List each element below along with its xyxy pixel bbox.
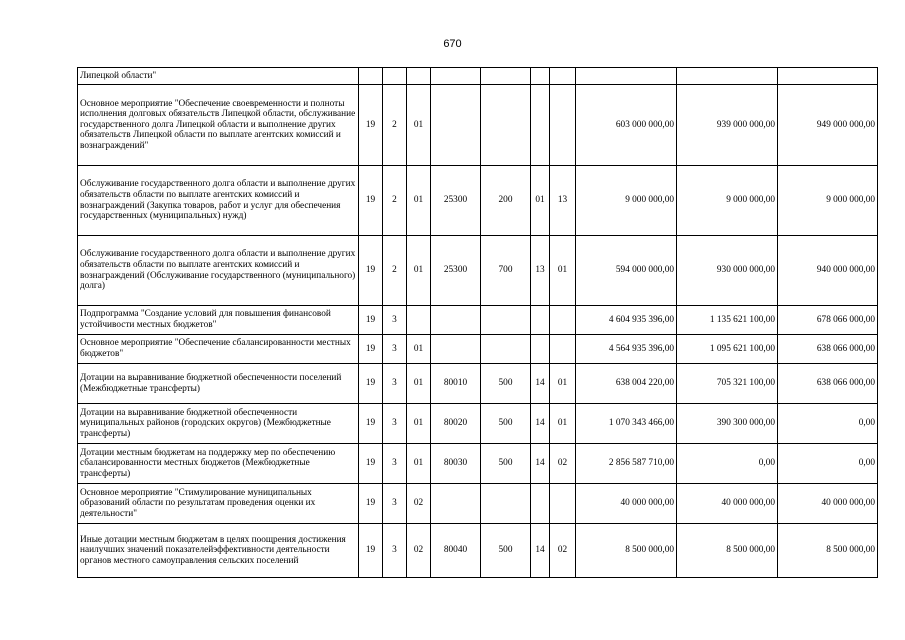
table-row [78,306,878,335]
item-name-cell: Дотации на выравнивание бюджетной обеспеченности муниципальных районов (городских округов) (Межбюджетные трансферты) [78,404,359,444]
direction-code-cell [431,85,481,166]
activity-code-cell: 01 [407,335,431,364]
admin-code-cell [359,68,383,85]
activity-code-cell: 01 [407,166,431,236]
admin-code-cell: 19 [359,306,383,335]
item-name-cell: Обслуживание государственного долга области и выполнение других обязательств области по выплате агентских комиссий и вознаграждений (Закупка товаров, работ и услуг для обеспечения государственных (муниципальных) нужд) [78,166,359,236]
amount-year1-cell [576,68,677,85]
direction-code-cell: 80020 [431,404,481,444]
subprogram-code-cell: 2 [383,85,407,166]
amount-year3-cell: 9 000 000,00 [778,166,878,236]
subprogram-code-cell: 3 [383,364,407,404]
direction-code-cell [431,68,481,85]
expense-type-cell: 500 [481,524,531,578]
item-name-cell: Дотации на выравнивание бюджетной обеспеченности поселений (Межбюджетные трансферты) [78,364,359,404]
section-cell: 01 [531,166,550,236]
expense-type-cell [481,335,531,364]
admin-code-cell: 19 [359,166,383,236]
amount-year1-cell: 4 604 935 396,00 [576,306,677,335]
amount-year3-cell: 0,00 [778,444,878,484]
subprogram-code-cell: 3 [383,335,407,364]
section-cell: 14 [531,444,550,484]
expense-type-cell [481,85,531,166]
subprogram-code-cell: 3 [383,404,407,444]
subprogram-code-cell: 2 [383,166,407,236]
subprogram-code-cell: 3 [383,484,407,524]
activity-code-cell: 01 [407,364,431,404]
table-row [78,166,878,236]
expense-type-cell: 500 [481,444,531,484]
amount-year1-cell: 1 070 343 466,00 [576,404,677,444]
activity-code-cell: 01 [407,85,431,166]
activity-code-cell: 01 [407,404,431,444]
amount-year2-cell: 40 000 000,00 [677,484,778,524]
activity-code-cell: 01 [407,444,431,484]
subsection-cell [550,68,576,85]
budget-table [77,67,878,578]
amount-year3-cell: 8 500 000,00 [778,524,878,578]
table-row [78,85,878,166]
direction-code-cell: 80040 [431,524,481,578]
amount-year1-cell: 638 004 220,00 [576,364,677,404]
expense-type-cell [481,484,531,524]
page-number: 670 [443,38,462,50]
amount-year3-cell: 0,00 [778,404,878,444]
table-row [78,335,878,364]
item-name-cell: Основное мероприятие "Стимулирование муниципальных образований области по результатам проведения оценки их деятельности" [78,484,359,524]
admin-code-cell: 19 [359,524,383,578]
subprogram-code-cell [383,68,407,85]
amount-year2-cell: 9 000 000,00 [677,166,778,236]
section-cell: 14 [531,364,550,404]
table-row [78,444,878,484]
amount-year2-cell: 1 095 621 100,00 [677,335,778,364]
section-cell: 14 [531,524,550,578]
table-row [78,484,878,524]
amount-year1-cell: 8 500 000,00 [576,524,677,578]
section-cell: 13 [531,236,550,306]
subprogram-code-cell: 3 [383,306,407,335]
item-name-cell: Иные дотации местным бюджетам в целях поощрения достижения наилучших значений показателейэффективности деятельности органов местного самоуправления сельских поселений [78,524,359,578]
amount-year2-cell: 939 000 000,00 [677,85,778,166]
amount-year2-cell: 930 000 000,00 [677,236,778,306]
subsection-cell [550,306,576,335]
amount-year1-cell: 2 856 587 710,00 [576,444,677,484]
expense-type-cell: 500 [481,364,531,404]
amount-year2-cell: 8 500 000,00 [677,524,778,578]
item-name-cell: Основное мероприятие "Обеспечение своевременности и полноты исполнения долговых обязательств Липецкой области, обслуживание государственного долга Липецкой области и выполнение других обязательств Липецкой области по выплате агентских комиссий и вознаграждений" [78,85,359,166]
expense-type-cell: 500 [481,404,531,444]
section-cell [531,306,550,335]
amount-year1-cell: 40 000 000,00 [576,484,677,524]
section-cell: 14 [531,404,550,444]
amount-year2-cell: 0,00 [677,444,778,484]
admin-code-cell: 19 [359,85,383,166]
subsection-cell [550,85,576,166]
activity-code-cell [407,306,431,335]
table-row [78,524,878,578]
amount-year1-cell: 4 564 935 396,00 [576,335,677,364]
admin-code-cell: 19 [359,236,383,306]
amount-year1-cell: 603 000 000,00 [576,85,677,166]
amount-year3-cell: 638 066 000,00 [778,364,878,404]
subprogram-code-cell: 2 [383,236,407,306]
table-row [78,364,878,404]
amount-year3-cell: 949 000 000,00 [778,85,878,166]
admin-code-cell: 19 [359,404,383,444]
table-row [78,236,878,306]
expense-type-cell [481,68,531,85]
subsection-cell [550,335,576,364]
activity-code-cell: 02 [407,524,431,578]
direction-code-cell: 80030 [431,444,481,484]
subprogram-code-cell: 3 [383,524,407,578]
item-name-cell: Липецкой области" [78,68,359,85]
subsection-cell: 01 [550,404,576,444]
admin-code-cell: 19 [359,444,383,484]
direction-code-cell [431,335,481,364]
admin-code-cell: 19 [359,335,383,364]
amount-year2-cell: 390 300 000,00 [677,404,778,444]
expense-type-cell [481,306,531,335]
amount-year3-cell: 40 000 000,00 [778,484,878,524]
amount-year2-cell [677,68,778,85]
amount-year3-cell: 678 066 000,00 [778,306,878,335]
direction-code-cell [431,484,481,524]
expense-type-cell: 700 [481,236,531,306]
subsection-cell: 01 [550,236,576,306]
section-cell [531,335,550,364]
amount-year3-cell [778,68,878,85]
table-row [78,68,878,85]
amount-year3-cell: 638 066 000,00 [778,335,878,364]
direction-code-cell: 80010 [431,364,481,404]
amount-year1-cell: 9 000 000,00 [576,166,677,236]
section-cell [531,85,550,166]
activity-code-cell: 02 [407,484,431,524]
admin-code-cell: 19 [359,484,383,524]
subsection-cell: 02 [550,524,576,578]
subsection-cell: 13 [550,166,576,236]
amount-year1-cell: 594 000 000,00 [576,236,677,306]
item-name-cell: Основное мероприятие "Обеспечение сбалансированности местных бюджетов" [78,335,359,364]
amount-year2-cell: 1 135 621 100,00 [677,306,778,335]
subsection-cell [550,484,576,524]
item-name-cell: Дотации местным бюджетам на поддержку мер по обеспечению сбалансированности местных бюджетов (Межбюджетные трансферты) [78,444,359,484]
direction-code-cell: 25300 [431,236,481,306]
expense-type-cell: 200 [481,166,531,236]
amount-year2-cell: 705 321 100,00 [677,364,778,404]
item-name-cell: Подпрограмма "Создание условий для повышения финансовой устойчивости местных бюджетов" [78,306,359,335]
amount-year3-cell: 940 000 000,00 [778,236,878,306]
subsection-cell: 02 [550,444,576,484]
direction-code-cell: 25300 [431,166,481,236]
direction-code-cell [431,306,481,335]
section-cell [531,484,550,524]
activity-code-cell [407,68,431,85]
section-cell [531,68,550,85]
table-row [78,404,878,444]
admin-code-cell: 19 [359,364,383,404]
subsection-cell: 01 [550,364,576,404]
item-name-cell: Обслуживание государственного долга области и выполнение других обязательств области по выплате агентских комиссий и вознаграждений (Обслуживание государственного (муниципального) долга) [78,236,359,306]
activity-code-cell: 01 [407,236,431,306]
subprogram-code-cell: 3 [383,444,407,484]
